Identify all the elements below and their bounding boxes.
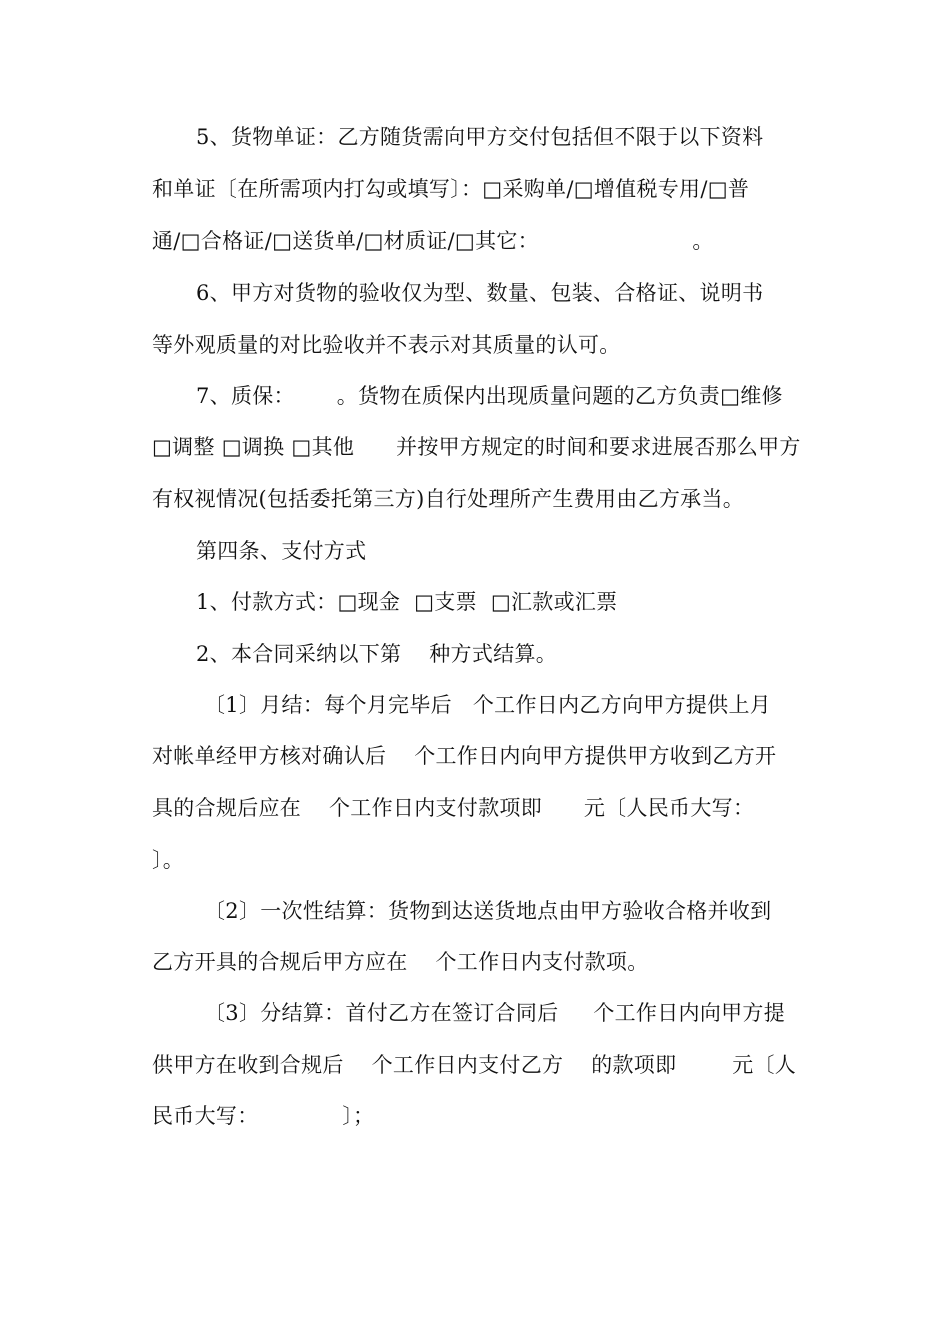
- monthly-settlement-line-3: 具的合规后应在 个工作日内支付款项即 元〔人民币大写：: [152, 796, 755, 820]
- clause-7-line-3: 有权视情况(包括委托第三方)自行处理所产生费用由乙方承当。: [152, 487, 745, 511]
- clause-5-line-3: 通/□合格证/□送货单/□材质证/□其它： 。: [152, 229, 714, 253]
- clause-7-line-2: □调整 □调换 □其他 并按甲方规定的时间和要求进展否那么甲方: [152, 435, 801, 459]
- lump-sum-settlement-line-1: 〔2〕一次性结算：货物到达送货地点由甲方验收合格并收到: [204, 899, 772, 923]
- monthly-settlement-line-2: 对帐单经甲方核对确认后 个工作日内向甲方提供甲方收到乙方开: [152, 744, 777, 768]
- monthly-settlement-line-1: 〔1〕月结：每个月完毕后 个工作日内乙方向甲方提供上月: [204, 693, 772, 717]
- settlement-method-line: 2、本合同采纳以下第 种方式结算。: [196, 642, 558, 666]
- payment-method-line: 1、付款方式：□现金 □支票 □汇款或汇票: [196, 590, 618, 614]
- installment-settlement-line-2: 供甲方在收到合规后 个工作日内支付乙方 的款项即 元〔人: [152, 1053, 797, 1077]
- clause-6-line-1: 6、甲方对货物的验收仅为型、数量、包装、合格证、说明书: [196, 281, 764, 305]
- clause-5-line-2: 和单证〔在所需项内打勾或填写〕：□采购单/□增值税专用/□普: [152, 177, 750, 201]
- article-4-heading: 第四条、支付方式: [196, 539, 367, 563]
- lump-sum-settlement-line-2: 乙方开具的合规后甲方应在 个工作日内支付款项。: [152, 950, 649, 974]
- clause-7-line-1: 7、质保： 。货物在质保内出现质量问题的乙方负责□维修: [196, 384, 783, 408]
- installment-settlement-line-1: 〔3〕分结算：首付乙方在签订合同后 个工作日内向甲方提: [204, 1001, 786, 1025]
- installment-settlement-line-3: 民币大写： 〕；: [152, 1104, 375, 1128]
- clause-5-line-1: 5、货物单证：乙方随货需向甲方交付包括但不限于以下资料: [196, 125, 764, 149]
- monthly-settlement-line-4: 〕。: [152, 848, 185, 872]
- clause-6-line-2: 等外观质量的对比验收并不表示对其质量的认可。: [152, 333, 621, 357]
